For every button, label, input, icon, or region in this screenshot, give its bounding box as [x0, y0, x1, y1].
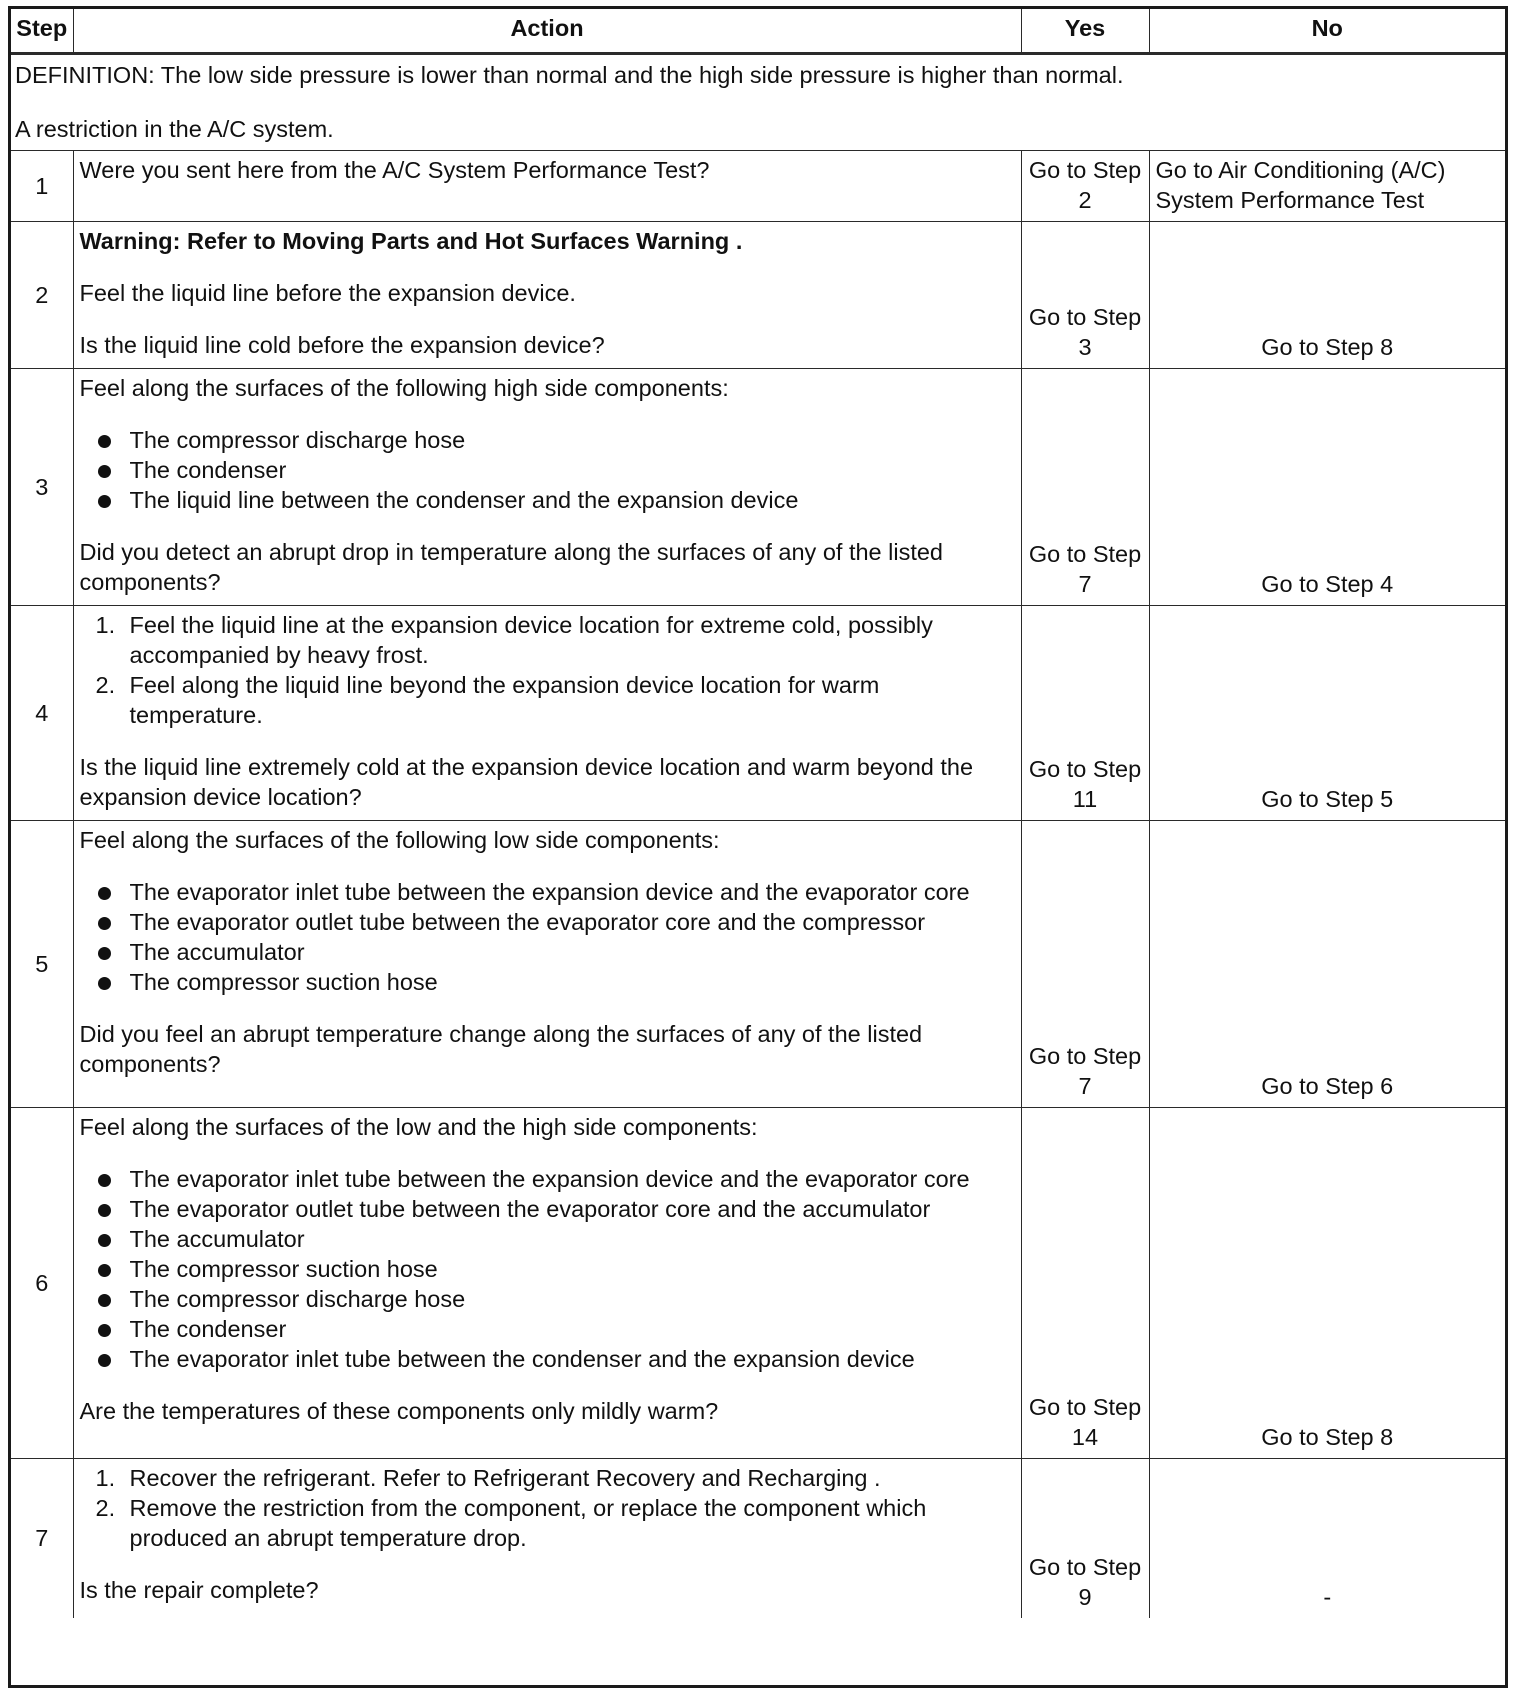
list-item: The evaporator outlet tube between the evaporator core and the compressor — [80, 907, 1015, 937]
list-item: The compressor suction hose — [80, 967, 1015, 997]
item-text: Feel the liquid line at the expansion device location for extreme cold, possibly accompanied by heavy frost. — [129, 612, 933, 668]
step-question: Is the liquid line extremely cold at the expansion device location and warm beyond the expansion device location? — [79, 754, 974, 810]
step-question: Did you detect an abrupt drop in temperature along the surfaces of any of the listed components? — [79, 539, 943, 595]
table-header-row — [11, 9, 1505, 54]
list-item: The evaporator inlet tube between the expansion device and the evaporator core — [80, 1164, 1015, 1194]
no-cell: Go to Step 4 — [1149, 369, 1505, 606]
no-cell: Go to Step 6 — [1149, 821, 1505, 1108]
yes-cell: Go to Step 7 — [1021, 369, 1149, 606]
diagnostic-table — [11, 9, 1505, 1618]
yes-cell: Go to Step 9 — [1021, 1459, 1149, 1618]
procedure-list — [80, 610, 1015, 730]
header-yes: Yes — [1021, 9, 1149, 54]
step-question: Is the liquid line cold before the expansion device? — [79, 332, 605, 358]
step-number: 4 — [11, 606, 73, 821]
definition-cause: A restriction in the A/C system. — [15, 116, 334, 142]
header-step: Step — [11, 9, 73, 54]
step-number: 7 — [11, 1459, 73, 1618]
action-cell — [73, 222, 1021, 369]
definition-text: DEFINITION: The low side pressure is lower than normal and the high side pressure is higher than normal. — [15, 62, 1124, 88]
action-cell — [73, 369, 1021, 606]
item-text: Remove the restriction from the component, or replace the component which produced an abrupt temperature drop. — [129, 1495, 927, 1551]
table-row — [11, 1108, 1505, 1459]
list-item: The condenser — [80, 455, 1015, 485]
table-row — [11, 369, 1505, 606]
action-cell — [73, 1459, 1021, 1618]
no-cell: Go to Step 8 — [1149, 1108, 1505, 1459]
item-number: 1. — [95, 1465, 116, 1491]
item-text: Feel along the liquid line beyond the expansion device location for warm temperature. — [129, 672, 880, 728]
step-intro: Feel along the surfaces of the low and the high side components: — [79, 1114, 758, 1140]
yes-cell: Go to Step 11 — [1021, 606, 1149, 821]
step-number: 6 — [11, 1108, 73, 1459]
diagnostic-table-document — [8, 6, 1508, 1688]
list-item: The accumulator — [80, 937, 1015, 967]
list-item: The evaporator inlet tube between the condenser and the expansion device — [80, 1344, 1015, 1374]
list-item: The accumulator — [80, 1224, 1015, 1254]
no-cell: Go to Step 5 — [1149, 606, 1505, 821]
list-item: The condenser — [80, 1314, 1015, 1344]
table-row — [11, 1459, 1505, 1618]
item-number: 1. — [95, 612, 116, 638]
yes-cell: Go to Step 3 — [1021, 222, 1149, 369]
list-item — [80, 1493, 1015, 1553]
step-number: 1 — [11, 151, 73, 222]
no-cell: - — [1149, 1459, 1505, 1618]
no-cell: Go to Step 8 — [1149, 222, 1505, 369]
table-row — [11, 606, 1505, 821]
list-item: The compressor discharge hose — [80, 1284, 1015, 1314]
step-question: Are the temperatures of these components only mildly warm? — [79, 1398, 719, 1424]
action-cell — [73, 821, 1021, 1108]
no-cell: Go to Air Conditioning (A/C) System Performance Test — [1149, 151, 1505, 222]
yes-cell: Go to Step 2 — [1021, 151, 1149, 222]
table-row — [11, 151, 1505, 222]
step-number: 3 — [11, 369, 73, 606]
yes-cell: Go to Step 7 — [1021, 821, 1149, 1108]
item-number: 2. — [95, 672, 116, 698]
component-list — [80, 1164, 1015, 1374]
list-item: The liquid line between the condenser and the expansion device — [80, 485, 1015, 515]
component-list — [80, 877, 1015, 997]
procedure-list — [80, 1463, 1015, 1553]
warning-text: Warning: Refer to Moving Parts and Hot Surfaces Warning . — [79, 228, 743, 254]
definition-cell — [11, 54, 1505, 151]
yes-cell: Go to Step 14 — [1021, 1108, 1149, 1459]
list-item — [80, 670, 1015, 730]
table-row — [11, 222, 1505, 369]
step-number: 5 — [11, 821, 73, 1108]
action-cell — [73, 606, 1021, 821]
step-number: 2 — [11, 222, 73, 369]
list-item — [80, 610, 1015, 670]
list-item: The compressor suction hose — [80, 1254, 1015, 1284]
definition-row — [11, 54, 1505, 151]
step-question: Did you feel an abrupt temperature change along the surfaces of any of the listed components? — [79, 1021, 923, 1077]
table-row — [11, 821, 1505, 1108]
list-item — [80, 1463, 1015, 1493]
header-action: Action — [73, 9, 1021, 54]
step-question: Were you sent here from the A/C System Performance Test? — [79, 157, 710, 183]
list-item: The compressor discharge hose — [80, 425, 1015, 455]
step-question: Is the repair complete? — [79, 1577, 319, 1603]
list-item: The evaporator outlet tube between the evaporator core and the accumulator — [80, 1194, 1015, 1224]
step-instruction: Feel the liquid line before the expansion device. — [79, 280, 576, 306]
action-cell — [73, 151, 1021, 222]
list-item: The evaporator inlet tube between the expansion device and the evaporator core — [80, 877, 1015, 907]
step-intro: Feel along the surfaces of the following low side components: — [79, 827, 720, 853]
component-list — [80, 425, 1015, 515]
item-number: 2. — [95, 1495, 116, 1521]
item-text: Recover the refrigerant. Refer to Refrigerant Recovery and Recharging . — [129, 1465, 881, 1491]
header-no: No — [1149, 9, 1505, 54]
step-intro: Feel along the surfaces of the following high side components: — [79, 375, 729, 401]
action-cell — [73, 1108, 1021, 1459]
